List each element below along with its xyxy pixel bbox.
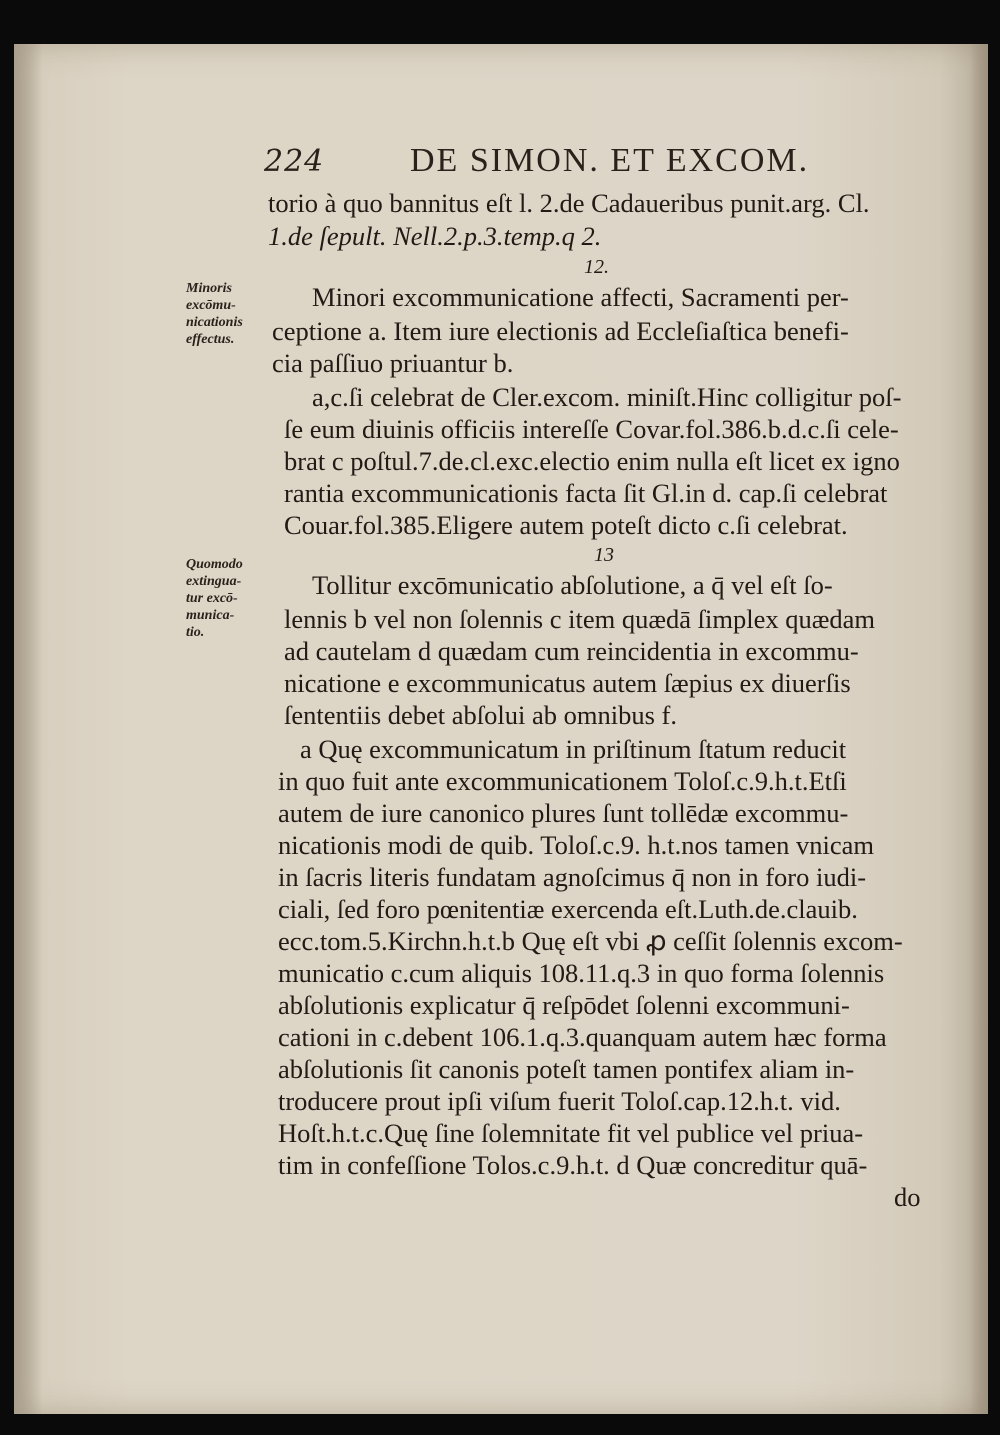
margin-note-line: munica- [186,608,235,623]
margin-note-line: Quomodo [186,557,243,572]
text-line: abſolutionis explicatur q̄ reſpōdet ſolenni excommuni- [278,990,850,1020]
margin-note-line: effectus. [186,332,235,347]
text-line: a Quę excommunicatum in priſtinum ſtatum reducit [300,734,847,764]
text-line: ſententiis debet abſolui ab omnibus f. [284,700,678,730]
margin-note-line: tur excō- [186,591,238,606]
text-line: ad cautelam d quædam cum reincidentia in excommu- [284,636,859,666]
margin-note-line: extingua- [186,574,242,589]
text-line: brat c poſtul.7.de.cl.exc.electio enim nulla eſt licet ex igno [284,446,900,476]
text-line: ecc.tom.5.Kirchn.h.t.b Quę eſt vbi ꝓ ceſſit ſolennis excom- [278,926,903,956]
text-line: in quo fuit ante excommunicationem Toloſ.c.9.h.t.Etſi [278,766,847,796]
margin-note-line: nicationis [186,315,243,330]
page-number: 224 [264,144,325,179]
text-line: troducere prout ipſi viſum fuerit Toloſ.cap.12.h.t. vid. [278,1086,841,1116]
text-line: Tollitur excōmunicatio abſolutione, a q̄ vel eſt ſo- [312,570,833,600]
text-line: municatio c.cum aliquis 108.11.q.3 in quo forma ſolennis [278,958,885,988]
text-line: 1.de ſepult. Nell.2.p.3.temp.q 2. [268,221,602,251]
text-line: abſolutionis ſit canonis poteſt tamen pontifex aliam in- [278,1054,855,1084]
text-line: ciali, ſed foro pœnitentiæ exercenda eſt.Luth.de.clauib. [278,894,858,924]
text-line: torio à quo bannitus eſt l. 2.de Cadaueribus punit.arg. Cl. [268,188,870,218]
text-line: nicatione e excommunicatus autem ſæpius ex diuerſis [284,668,851,698]
text-line: in ſacris literis fundatam agnoſcimus q̄ non in foro iudi- [278,862,867,892]
margin-note-line: tio. [186,625,205,640]
text-line: rantia excommunicationis facta ſit Gl.in d. cap.ſi celebrat [284,478,888,508]
text-line: lennis b vel non ſolennis c item quædā ſimplex quædam [284,604,876,634]
text-line: tim in confeſſione Tolos.c.9.h.t. d Quæ concreditur quā- [278,1150,868,1180]
text-line: ceptione a. Item iure electionis ad Eccleſiaſtica benefi- [272,316,849,346]
text-line: ſe eum diuinis officiis intereſſe Covar.fol.386.b.d.c.ſi cele- [284,414,899,444]
text-line: Hoſt.h.t.c.Quę ſine ſolemnitate fit vel publice vel priua- [278,1118,864,1148]
text-line: nicationis modi de quib. Toloſ.c.9. h.t.nos tamen vnicam [278,830,875,860]
text-line: a,c.ſi celebrat de Cler.excom. miniſt.Hinc colligitur poſ- [312,382,902,412]
text-line: cationi in c.debent 106.1.q.3.quanquam autem hæc forma [278,1022,887,1052]
section-number: 12. [584,256,609,278]
margin-note-1 [186,280,276,348]
margin-note-line: excōmu- [186,298,236,313]
text-line: Minori excommunicatione affecti, Sacramenti per- [312,282,849,312]
text-line: autem de iure canonico plures ſunt tollēdæ excommu- [278,798,849,828]
section-number: 13 [594,544,614,566]
page-header [0,142,1000,182]
margin-note-line: Minoris [186,281,232,296]
catchword: do [894,1182,921,1212]
margin-note-2 [186,556,276,641]
running-head: DE SIMON. ET EXCOM. [410,142,810,179]
text-line: cia paſſiuo priuantur b. [272,348,514,378]
text-line: Couar.fol.385.Eligere autem poteſt dicto c.ſi celebrat. [284,510,848,540]
